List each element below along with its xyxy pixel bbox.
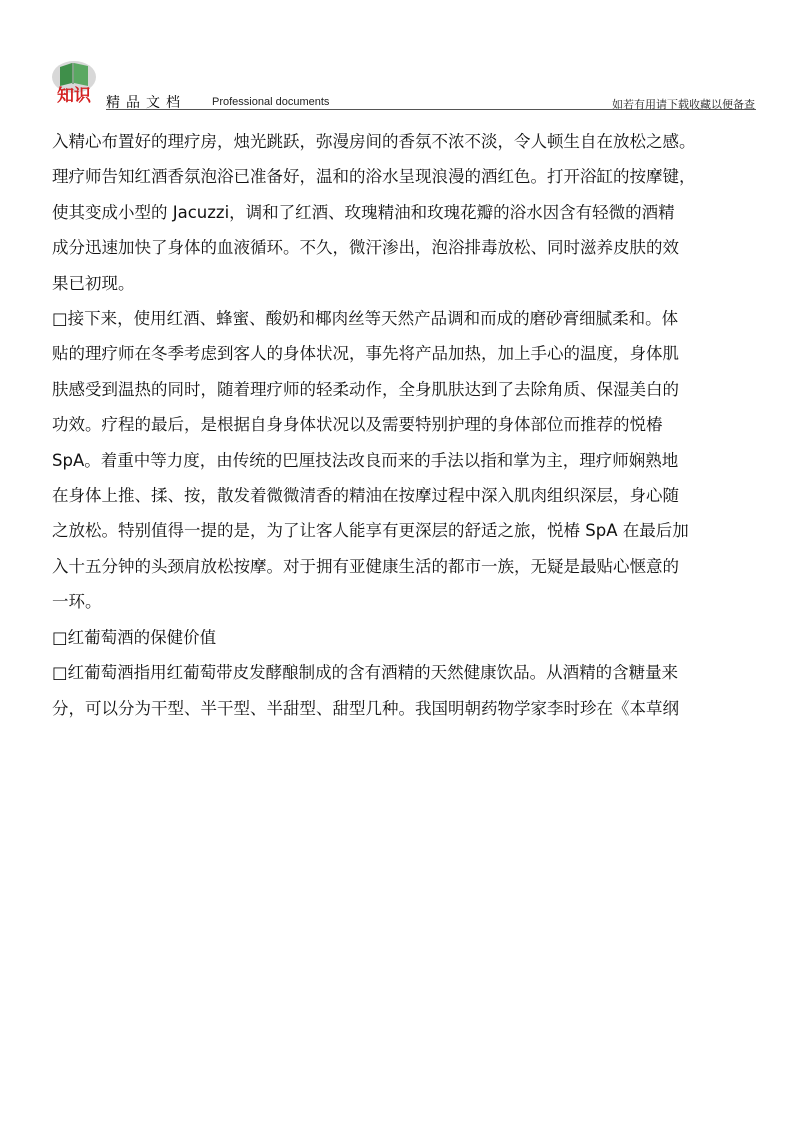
- text-line: 成分迅速加快了身体的血液循环。不久，微汗渗出，泡浴排毒放松、同时滋养皮肤的效: [52, 238, 679, 258]
- section-heading: □红葡萄酒的保健价值: [52, 627, 217, 647]
- brand-subtitle: Professional documents: [212, 96, 330, 108]
- text-line: 一环。: [52, 592, 102, 612]
- text-line: □接下来，使用红酒、蜂蜜、酸奶和椰肉丝等天然产品调和而成的磨砂膏细腻柔和。体: [52, 309, 679, 329]
- text-line: SpA。着重中等力度，由传统的巴厘技法改良而来的手法以指和掌为主，理疗师娴熟地: [52, 450, 679, 470]
- logo-icon: [46, 55, 102, 105]
- text-line: 入精心布置好的理疗房，烛光跳跃，弥漫房间的香氛不浓不淡，令人顿生自在放松之感。: [52, 132, 696, 151]
- text-line: 果已初现。: [52, 273, 135, 293]
- text-line: 使其变成小型的 Jacuzzi，调和了红酒、玫瑰精油和玫瑰花瓣的浴水因含有轻微的酒精: [52, 202, 675, 222]
- text-line: □红葡萄酒指用红葡萄带皮发酵酿制成的含有酒精的天然健康饮品。从酒精的含糖量来: [52, 663, 679, 683]
- page-header: [0, 0, 794, 112]
- text-line: 理疗师告知红酒香氛泡浴已准备好，温和的浴水呈现浪漫的酒红色。打开浴缸的按摩键，: [52, 167, 696, 187]
- svg-text:知识: 知识: [57, 86, 91, 105]
- text-line: 肤感受到温热的同时，随着理疗师的轻柔动作，全身肌肤达到了去除角质、保湿美白的: [52, 379, 679, 399]
- text-line: 入十五分钟的头颈肩放松按摩。对于拥有亚健康生活的都市一族，无疑是最贴心惬意的: [52, 556, 679, 576]
- text-line: 贴的理疗师在冬季考虑到客人的身体状况，事先将产品加热，加上手心的温度，身体肌: [52, 344, 679, 364]
- brand-title: 精品文档: [106, 95, 186, 111]
- text-line: 在身体上推、揉、按，散发着微微清香的精油在按摩过程中深入肌肉组织深层，身心随: [52, 486, 679, 506]
- download-note: 如若有用请下载收藏以便备查: [612, 99, 755, 111]
- text-line: 功效。疗程的最后，是根据自身身体状况以及需要特别护理的身体部位而推荐的悦椿: [52, 415, 663, 435]
- header-rule: [106, 109, 756, 110]
- text-line: 分，可以分为干型、半干型、半甜型、甜型几种。我国明朝药物学家李时珍在《本草纲: [52, 698, 679, 718]
- text-line: 之放松。特别值得一提的是，为了让客人能享有更深层的舒适之旅，悦椿 SpA 在最后加: [52, 521, 689, 541]
- document-body: [52, 124, 772, 726]
